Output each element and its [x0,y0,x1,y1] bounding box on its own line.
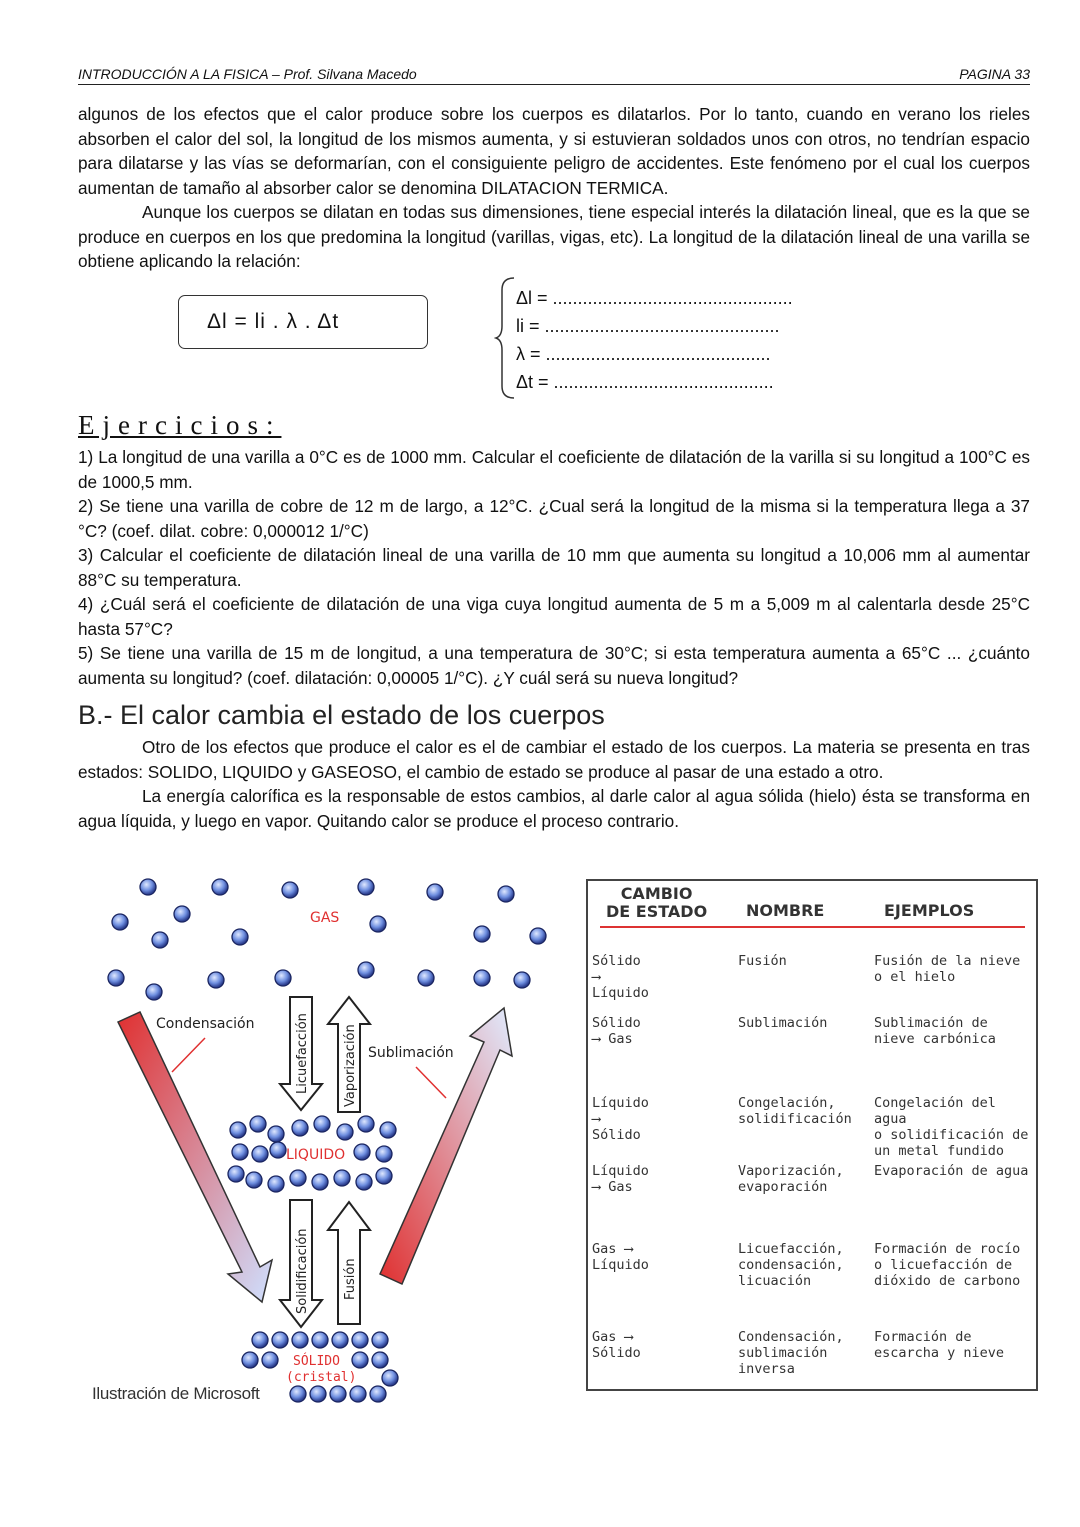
molecule [252,1146,268,1162]
molecule [352,1332,368,1348]
molecule [372,1352,388,1368]
solidificacion-label: Solidificación [295,1228,310,1314]
molecule [268,1126,284,1142]
row-nombre: Fusión [738,953,787,969]
var-li: li = ............................................... [516,316,780,336]
row-ejemplo: Evaporación de agua [874,1163,1029,1179]
molecule [334,1170,350,1186]
molecule [212,879,228,895]
molecule [376,1168,392,1184]
molecule [268,1176,284,1192]
molecule [376,1146,392,1162]
state-change-table [586,879,1038,1391]
states-diagram [90,862,570,1407]
molecule [310,1386,326,1402]
var-delta-l: Δl = ................................................ [516,288,793,308]
molecule [242,1352,258,1368]
condensation-arrow [118,1012,272,1302]
molecule [228,1166,244,1182]
exercise-5: 5) Se tiene una varilla de 15 m de longitud, a una temperatura de 30°C; si esta temperatura aumenta a 65°C ... ¿cuánto aumenta su longitud? (coef. dilatación: 0,00005 1/°C). ¿Y cuál será su nueva longitud? [78,643,1030,688]
molecule [140,879,156,895]
exercise-2: 2) Se tiene una varilla de cobre de 12 m de largo, a 12°C. ¿Cual será la longitud de la misma si la temperatura llega a 37 °C? (coef. dilat. cobre: 0,000012 1/°C) [78,496,1030,541]
molecule [382,1370,398,1386]
var-lambda: λ = ............................................. [516,344,771,364]
molecule [292,1332,308,1348]
molecule [358,962,374,978]
intro-paragraph-2: Aunque los cuerpos se dilatan en todas sus dimensiones, tiene especial interés la dilatación lineal, que es la que se produce en cuerpos en los que predomina la longitud (varillas, vigas, etc). La longitud de la dilatación lineal de una varilla se obtiene aplicando la relación: [78,202,1030,271]
molecule [270,1142,286,1158]
molecule [246,1172,262,1188]
molecule [370,1386,386,1402]
row-ejemplo: Sublimación de nieve carbónica [874,1015,996,1047]
molecule [352,1352,368,1368]
molecule [418,970,434,986]
molecule [314,1116,330,1132]
molecule [330,1386,346,1402]
section-b-title: B.- El calor cambia el estado de los cuerpos [78,700,605,730]
header-nombre: NOMBRE [746,901,825,920]
molecule [350,1386,366,1402]
molecule [282,882,298,898]
row-ejemplo: Fusión de la nieve o el hielo [874,953,1021,985]
molecule [332,1332,348,1348]
molecule [230,1122,246,1138]
molecule [358,879,374,895]
molecule [514,972,530,988]
molecule [174,906,190,922]
molecule [354,1144,370,1160]
molecule [275,970,291,986]
row-cambio: Sólido ⟶ Líquido [592,953,649,1001]
formula-box: Δl = li . λ . Δt [178,295,428,349]
licuefaccion-label: Licuefacción [295,1013,310,1094]
molecule [232,929,248,945]
molecule [474,926,490,942]
row-nombre: Licuefacción, condensación, licuación [738,1241,844,1289]
solid-label: SÓLIDO [293,1354,340,1369]
molecule [272,1332,288,1348]
molecule [427,884,443,900]
crystal-label: (cristal) [286,1370,357,1385]
row-cambio: Gas ⟶ Líquido [592,1241,649,1273]
section-b-paragraph-1: Otro de los efectos que produce el calor es el de cambiar el estado de los cuerpos. La materia se presenta en tras estados: SOLIDO, LIQUIDO y GASEOSO, el cambio de estado se produce al pasar de una estado a otro. [78,737,1030,782]
fusion-label: Fusión [343,1258,358,1300]
exercise-1: 1) La longitud de una varilla a 0°C es de 1000 mm. Calcular el coeficiente de dilatación de la varilla si su longitud a 100°C es de 1000,5 mm. [78,447,1030,492]
row-cambio: Líquido ⟶ Sólido [592,1095,649,1143]
gas-label: GAS [310,910,340,926]
molecule [112,914,128,930]
row-nombre: Condensación, sublimación inversa [738,1329,844,1377]
molecule [146,984,162,1000]
vaporizacion-label: Vaporización [343,1024,358,1107]
page-header [78,64,1030,85]
molecule [292,1120,308,1136]
intro-paragraph-1: algunos de los efectos que el calor produce sobre los cuerpos es dilatarlos. Por lo tanto, cuando en verano los rieles absorben el calor del sol, la longitud de los mismos aumenta, y si estuvieran soldados unos con otros, no tendrían espacio para dilatarse y las vías se deformarían, con el consiguiente peligro de accidentes. Este fenómeno por el cual los cuerpos aumentan de tamaño al absorber calor se denomina DILATACION TERMICA. [78,104,1030,198]
molecule [152,932,168,948]
formula-variables [516,284,793,396]
page-number: PAGINA 33 [959,66,1030,82]
var-delta-t: Δt = ............................................ [516,372,774,392]
molecule [290,1386,306,1402]
molecule [370,916,386,932]
section-b-paragraph-2: La energía calorífica es la responsable de estos cambios, al darle calor al agua sólida (hielo) ésta se transforma en agua líquida, y luego en vapor. Quitando calor se produce el proceso contrario. [78,786,1030,831]
molecule [356,1174,372,1190]
molecule [337,1124,353,1140]
molecule [312,1332,328,1348]
molecule [372,1332,388,1348]
header-divider [600,926,1025,928]
molecule [474,970,490,986]
row-ejemplo: Formación de rocío o licuefacción de dióxido de carbono [874,1241,1021,1289]
molecule [250,1116,266,1132]
molecule [290,1170,306,1186]
molecule [498,886,514,902]
row-nombre: Vaporización, evaporación [738,1163,844,1195]
row-ejemplo: Congelación del agua o solidificación de un metal fundido [874,1095,1029,1159]
header-cambio: CAMBIO DE ESTADO [606,884,708,921]
molecule [108,970,124,986]
exercises-title: Ejercicios: [78,410,282,440]
condensation-label: Condensación [156,1016,255,1032]
row-cambio: Sólido ⟶ Gas [592,1015,641,1047]
molecule [232,1144,248,1160]
molecule [208,972,224,988]
intro-text [78,102,1030,274]
row-nombre: Congelación, solidificación [738,1095,852,1127]
molecule [358,1116,374,1132]
exercises-list [78,445,1030,690]
row-cambio: Gas ⟶ Sólido [592,1329,641,1361]
row-ejemplo: Formación de escarcha y nieve [874,1329,1005,1361]
molecule [530,928,546,944]
gas-molecules [108,879,546,1000]
molecule [312,1174,328,1190]
illustration-credit: Ilustración de Microsoft [92,1384,260,1403]
row-cambio: Líquido ⟶ Gas [592,1163,649,1195]
header-title: INTRODUCCIÓN A LA FISICA – Prof. Silvana Macedo [78,66,417,82]
liquid-label: LIQUIDO [286,1147,346,1163]
section-b-text [78,735,1030,833]
sublimation-label: Sublimación [368,1045,454,1061]
exercise-4: 4) ¿Cuál será el coeficiente de dilatación de una viga cuya longitud aumenta de 5 m a 5,009 m al calentarla desde 25°C hasta 57°C? [78,594,1030,639]
brace-icon [494,276,518,400]
header-ejemplos: EJEMPLOS [884,901,975,920]
row-nombre: Sublimación [738,1015,828,1031]
molecule [380,1122,396,1138]
molecule [262,1352,278,1368]
exercise-3: 3) Calcular el coeficiente de dilatación lineal de una varilla de 10 mm que aumenta su longitud a 10,006 mm al aumentar 88°C su temperatura. [78,545,1030,590]
molecule [252,1332,268,1348]
